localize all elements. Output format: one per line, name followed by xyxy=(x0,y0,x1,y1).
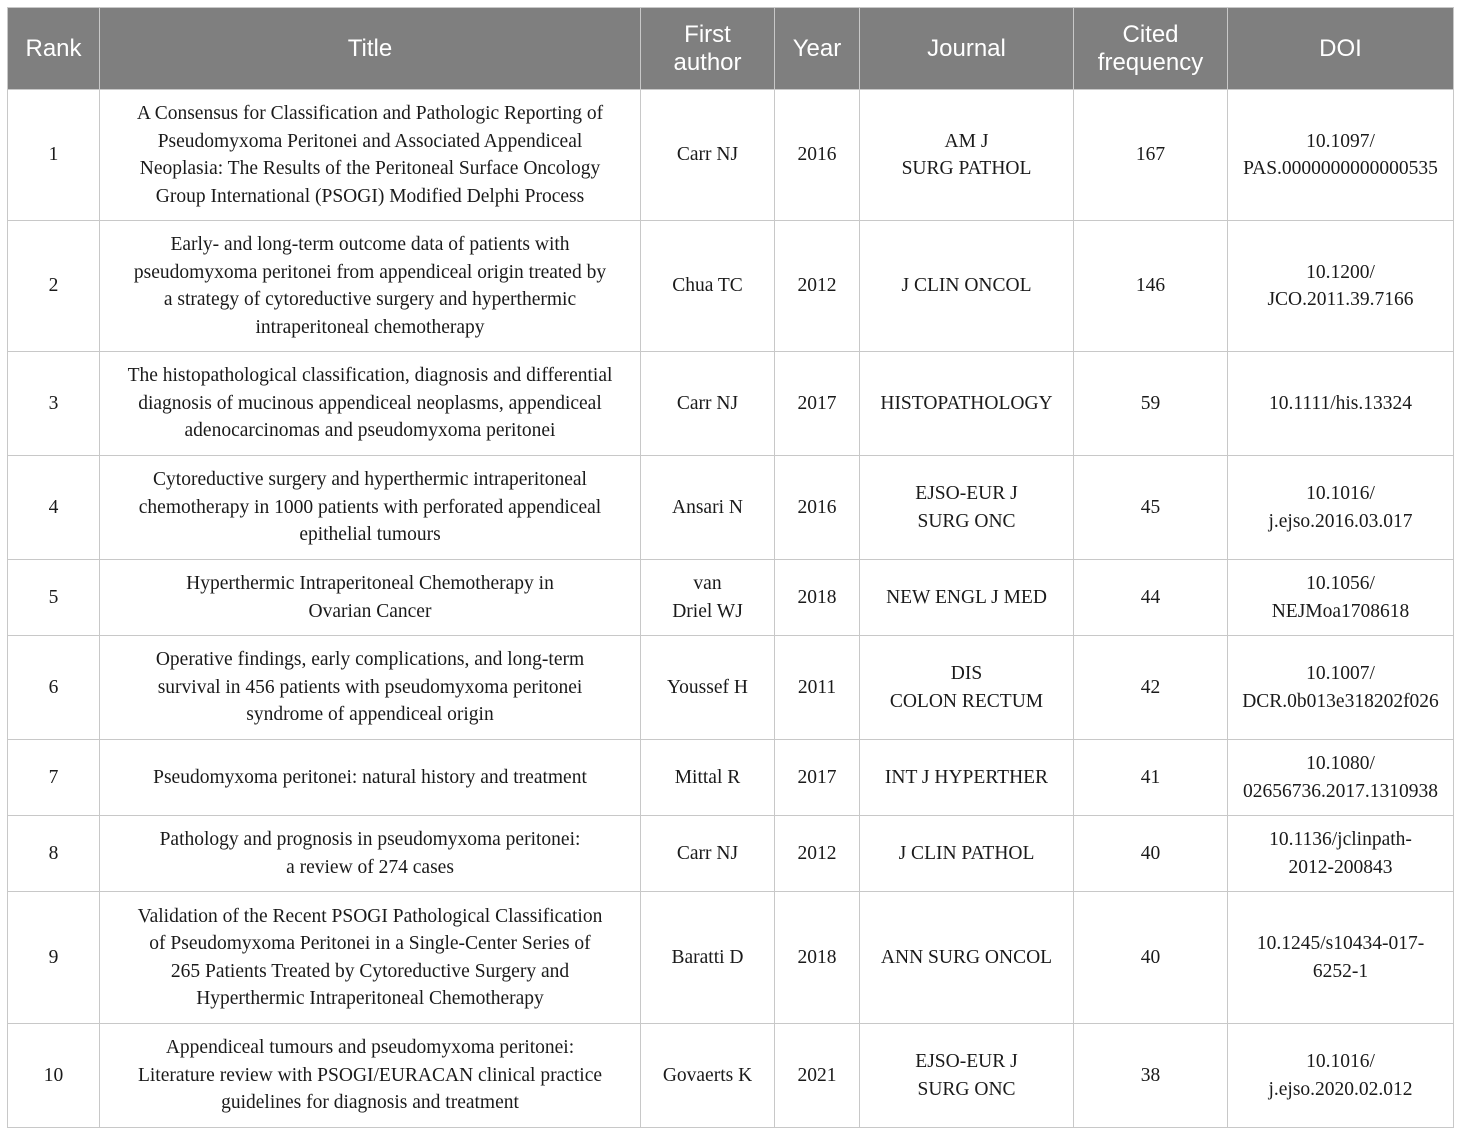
cited-cell: 40 xyxy=(1074,816,1228,892)
table-header xyxy=(8,8,1454,90)
year-cell: 2012 xyxy=(775,816,860,892)
header-rank: Rank xyxy=(8,8,100,90)
title-cell xyxy=(100,456,641,560)
journal-line: SURG PATHOL xyxy=(901,158,1032,179)
table-row xyxy=(8,456,1454,560)
author-line: Baratti D xyxy=(671,946,744,968)
year-cell: 2016 xyxy=(775,90,860,221)
title-line: Ovarian Cancer xyxy=(308,600,432,622)
rank-cell: 9 xyxy=(8,892,100,1024)
title-line: A Consensus for Classification and Pathologic Reporting of xyxy=(136,103,604,124)
year-cell: 2016 xyxy=(775,456,860,560)
title-line: 265 Patients Treated by Cytoreductive Surgery and xyxy=(170,960,570,982)
author-cell xyxy=(641,560,775,636)
title-line: Neoplasia: The Results of the Peritoneal Surface Oncology xyxy=(139,158,601,179)
title-cell xyxy=(100,90,641,221)
doi-cell xyxy=(1228,636,1454,740)
title-line: Early- and long-term outcome data of patients with xyxy=(170,234,570,255)
year-cell: 2018 xyxy=(775,892,860,1024)
citation-table xyxy=(7,7,1454,1128)
author-cell xyxy=(641,221,775,352)
author-cell xyxy=(641,892,775,1024)
table-row xyxy=(8,816,1454,892)
cited-cell: 167 xyxy=(1074,90,1228,221)
header-first-author-line: First xyxy=(684,20,731,48)
title-line: Operative findings, early complications, and long-term xyxy=(155,649,585,671)
title-line: guidelines for diagnosis and treatment xyxy=(221,1092,519,1114)
author-cell xyxy=(641,636,775,740)
cited-cell: 45 xyxy=(1074,456,1228,560)
title-line: chemotherapy in 1000 patients with perforated appendiceal xyxy=(138,496,602,518)
doi-line: j.ejso.2020.02.012 xyxy=(1268,1078,1413,1100)
year-cell: 2012 xyxy=(775,221,860,352)
doi-line: 02656736.2017.1310938 xyxy=(1243,780,1438,802)
title-line: Pathology and prognosis in pseudomyxoma peritonei: xyxy=(159,829,581,850)
journal-line: COLON RECTUM xyxy=(889,690,1044,712)
table-row xyxy=(8,352,1454,456)
author-line: Carr NJ xyxy=(676,144,739,166)
rank-cell: 8 xyxy=(8,816,100,892)
year-cell: 2018 xyxy=(775,560,860,636)
cited-cell: 38 xyxy=(1074,1024,1228,1128)
header-year: Year xyxy=(775,8,860,90)
doi-cell xyxy=(1228,90,1454,221)
header-cited-line: Cited xyxy=(1122,20,1179,48)
author-line: van xyxy=(693,573,722,594)
title-line: epithelial tumours xyxy=(299,524,441,546)
journal-cell xyxy=(860,636,1074,740)
author-line: Carr NJ xyxy=(676,842,739,864)
doi-line: 10.1016/ xyxy=(1306,1051,1375,1072)
table-row xyxy=(8,90,1454,221)
journal-line: NEW ENGL J MED xyxy=(886,586,1047,608)
doi-cell xyxy=(1228,740,1454,816)
journal-line: INT J HYPERTHER xyxy=(884,766,1049,788)
journal-line: ANN SURG ONCOL xyxy=(880,946,1053,968)
author-line: Youssef H xyxy=(667,676,748,698)
doi-line: 10.1136/jclinpath- xyxy=(1269,829,1412,850)
table-row xyxy=(8,636,1454,740)
title-cell xyxy=(100,892,641,1024)
cited-cell: 146 xyxy=(1074,221,1228,352)
journal-cell xyxy=(860,90,1074,221)
rank-cell: 1 xyxy=(8,90,100,221)
header-cited-frequency xyxy=(1074,8,1228,90)
title-cell xyxy=(100,816,641,892)
table-row xyxy=(8,892,1454,1024)
title-cell xyxy=(100,1024,641,1128)
doi-line: 10.1111/his.13324 xyxy=(1268,392,1412,414)
author-line: Driel WJ xyxy=(672,600,743,622)
doi-line: j.ejso.2016.03.017 xyxy=(1268,510,1413,532)
title-cell xyxy=(100,352,641,456)
journal-cell xyxy=(860,352,1074,456)
rank-cell: 5 xyxy=(8,560,100,636)
doi-line: 10.1245/s10434-017- xyxy=(1256,933,1425,954)
doi-line: JCO.2011.39.7166 xyxy=(1267,289,1414,310)
doi-cell xyxy=(1228,1024,1454,1128)
journal-cell xyxy=(860,740,1074,816)
doi-line: 2012-200843 xyxy=(1288,856,1393,878)
title-line: The histopathological classification, diagnosis and differential xyxy=(127,365,613,387)
doi-cell xyxy=(1228,352,1454,456)
header-title: Title xyxy=(100,8,641,90)
author-line: Chua TC xyxy=(672,275,743,297)
cited-cell: 41 xyxy=(1074,740,1228,816)
title-line: Hyperthermic Intraperitoneal Chemotherapy in xyxy=(186,573,554,594)
title-line: pseudomyxoma peritonei from appendiceal origin treated by xyxy=(133,261,607,283)
author-cell xyxy=(641,740,775,816)
journal-cell xyxy=(860,560,1074,636)
cited-cell: 40 xyxy=(1074,892,1228,1024)
table-row xyxy=(8,221,1454,352)
journal-line: J CLIN ONCOL xyxy=(901,275,1032,297)
table-row xyxy=(8,1024,1454,1128)
table-row xyxy=(8,740,1454,816)
journal-cell xyxy=(860,816,1074,892)
header-journal: Journal xyxy=(860,8,1074,90)
doi-line: 10.1097/ xyxy=(1306,130,1375,152)
doi-line: DCR.0b013e318202f026 xyxy=(1242,690,1439,712)
journal-cell xyxy=(860,221,1074,352)
doi-cell xyxy=(1228,221,1454,352)
table-body xyxy=(8,90,1454,1128)
title-cell xyxy=(100,636,641,740)
title-line: a review of 274 cases xyxy=(286,856,454,878)
header-first-author xyxy=(641,8,775,90)
doi-cell xyxy=(1228,816,1454,892)
cited-cell: 59 xyxy=(1074,352,1228,456)
year-cell: 2011 xyxy=(775,636,860,740)
doi-cell xyxy=(1228,456,1454,560)
doi-line: 6252-1 xyxy=(1312,960,1369,982)
doi-line: 10.1056/ xyxy=(1306,573,1375,594)
author-cell xyxy=(641,1024,775,1128)
doi-line: 10.1200/ xyxy=(1306,261,1375,283)
doi-line: 10.1080/ xyxy=(1306,753,1375,774)
rank-cell: 10 xyxy=(8,1024,100,1128)
header-row xyxy=(8,8,1454,90)
author-line: Govaerts K xyxy=(662,1064,753,1086)
title-line: Cytoreductive surgery and hyperthermic intraperitoneal xyxy=(153,469,587,491)
title-cell xyxy=(100,221,641,352)
title-line: Group International (PSOGI) Modified Delphi Process xyxy=(155,185,585,207)
rank-cell: 2 xyxy=(8,221,100,352)
doi-cell xyxy=(1228,892,1454,1024)
title-line: Validation of the Recent PSOGI Pathological Classification xyxy=(137,905,603,927)
rank-cell: 7 xyxy=(8,740,100,816)
title-line: of Pseudomyxoma Peritonei in a Single-Center Series of xyxy=(149,933,591,954)
author-cell xyxy=(641,352,775,456)
author-line: Ansari N xyxy=(672,496,743,518)
rank-cell: 6 xyxy=(8,636,100,740)
journal-line: EJSO-EUR J xyxy=(915,1051,1018,1072)
journal-line: EJSO-EUR J xyxy=(915,483,1018,504)
title-cell xyxy=(100,560,641,636)
author-cell xyxy=(641,456,775,560)
year-cell: 2017 xyxy=(775,740,860,816)
title-line: Hyperthermic Intraperitoneal Chemotherapy xyxy=(196,988,544,1009)
journal-cell xyxy=(860,456,1074,560)
journal-line: SURG ONC xyxy=(917,1078,1016,1100)
cited-cell: 42 xyxy=(1074,636,1228,740)
doi-line: PAS.0000000000000535 xyxy=(1243,158,1438,179)
doi-cell xyxy=(1228,560,1454,636)
doi-line: 10.1016/ xyxy=(1306,483,1375,504)
author-cell xyxy=(641,90,775,221)
author-cell xyxy=(641,816,775,892)
header-first-author-line: author xyxy=(673,48,742,76)
journal-line: SURG ONC xyxy=(917,510,1016,532)
title-cell xyxy=(100,740,641,816)
journal-cell xyxy=(860,892,1074,1024)
title-line: Appendiceal tumours and pseudomyxoma peritonei: xyxy=(165,1037,575,1059)
journal-cell xyxy=(860,1024,1074,1128)
year-cell: 2017 xyxy=(775,352,860,456)
title-line: Literature review with PSOGI/EURACAN clinical practice xyxy=(137,1064,603,1086)
title-line: diagnosis of mucinous appendiceal neoplasms, appendiceal xyxy=(138,392,602,414)
journal-line: J CLIN PATHOL xyxy=(898,842,1035,864)
rank-cell: 3 xyxy=(8,352,100,456)
header-doi: DOI xyxy=(1228,8,1454,90)
cited-cell: 44 xyxy=(1074,560,1228,636)
year-cell: 2021 xyxy=(775,1024,860,1128)
journal-line: AM J xyxy=(944,130,989,152)
rank-cell: 4 xyxy=(8,456,100,560)
title-line: Pseudomyxoma Peritonei and Associated Appendiceal xyxy=(157,130,583,152)
title-line: a strategy of cytoreductive surgery and hyperthermic xyxy=(163,289,577,310)
header-cited-line: frequency xyxy=(1097,48,1204,76)
title-line: Pseudomyxoma peritonei: natural history and treatment xyxy=(153,766,587,788)
journal-line: DIS xyxy=(950,663,983,684)
table-row xyxy=(8,560,1454,636)
author-line: Mittal R xyxy=(674,766,741,788)
doi-line: NEJMoa1708618 xyxy=(1271,600,1410,622)
title-line: intraperitoneal chemotherapy xyxy=(255,316,485,338)
doi-line: 10.1007/ xyxy=(1306,663,1375,684)
title-line: adenocarcinomas and pseudomyxoma peritonei xyxy=(184,420,556,442)
title-line: survival in 456 patients with pseudomyxoma peritonei xyxy=(157,676,583,698)
journal-line: HISTOPATHOLOGY xyxy=(880,392,1053,414)
title-line: syndrome of appendiceal origin xyxy=(246,704,494,726)
author-line: Carr NJ xyxy=(676,392,739,414)
